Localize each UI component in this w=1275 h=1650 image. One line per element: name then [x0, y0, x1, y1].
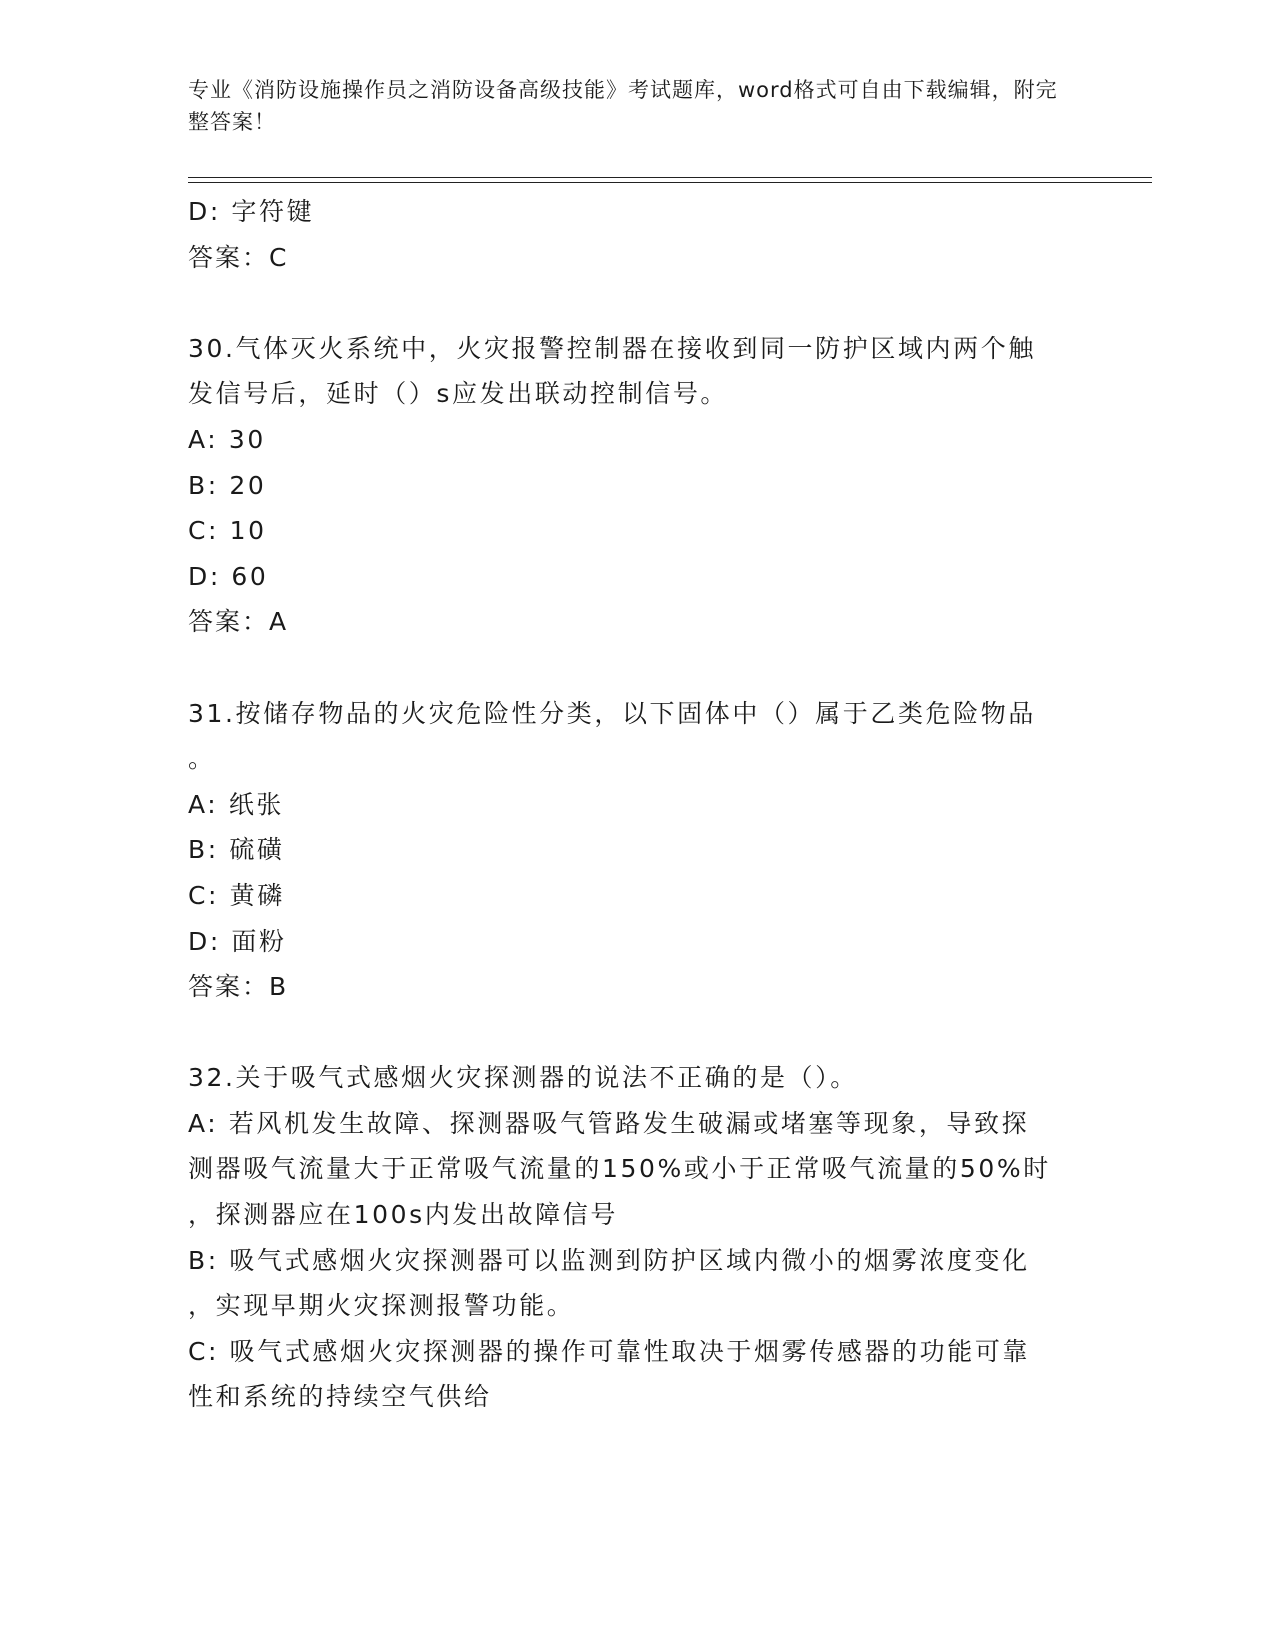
answer: 答案：B	[188, 972, 289, 1002]
question-stem: 30.气体灭火系统中，火灾报警控制器在接收到同一防护区域内两个触	[188, 333, 1036, 363]
answer: 答案：C	[188, 242, 289, 272]
question-stem: 。	[188, 744, 216, 774]
header-divider-thin	[188, 177, 1152, 178]
answer: 答案：A	[188, 607, 289, 637]
question-stem: 32.关于吸气式感烟火灾探测器的说法不正确的是（）。	[188, 1063, 858, 1093]
option-a: A: 纸张	[188, 789, 285, 819]
question-31	[188, 691, 1078, 1010]
option-a-cont: ，探测器应在100s内发出故障信号	[188, 1200, 618, 1230]
question-content	[188, 189, 1078, 1420]
spacer	[188, 645, 1078, 691]
option-b: B: 吸气式感烟火灾探测器可以监测到防护区域内微小的烟雾浓度变化	[188, 1245, 1030, 1275]
question-stem: 31.按储存物品的火灾危险性分类，以下固体中（）属于乙类危险物品	[188, 698, 1036, 728]
option-c: C: 10	[188, 516, 267, 546]
option-c: C: 黄磷	[188, 880, 285, 910]
option-a-cont: 测器吸气流量大于正常吸气流量的150%或小于正常吸气流量的50%时	[188, 1154, 1051, 1184]
option-b-cont: ，实现早期火灾探测报警功能。	[188, 1291, 575, 1321]
header-text: 专业《消防设施操作员之消防设备高级技能》考试题库，word格式可自由下载编辑，附完整答案！	[188, 78, 1058, 134]
question-stem: 发信号后，延时（）s应发出联动控制信号。	[188, 379, 729, 409]
spacer	[188, 1010, 1078, 1056]
page-header	[188, 74, 1068, 138]
header-divider-thick	[188, 182, 1152, 183]
option-d: D: 面粉	[188, 926, 287, 956]
option-a: A: 若风机发生故障、探测器吸气管路发生破漏或堵塞等现象，导致探	[188, 1108, 1030, 1138]
option-b: B: 20	[188, 470, 267, 500]
question-32	[188, 1055, 1078, 1420]
option-b: B: 硫磺	[188, 835, 285, 865]
option-c: C: 吸气式感烟火灾探测器的操作可靠性取决于烟雾传感器的功能可靠	[188, 1336, 1031, 1366]
option-d: D: 60	[188, 561, 269, 591]
option-c-cont: 性和系统的持续空气供给	[188, 1382, 492, 1412]
spacer	[188, 280, 1078, 326]
option-a: A: 30	[188, 424, 266, 454]
option-d: D: 字符键	[188, 197, 315, 226]
question-30	[188, 326, 1078, 645]
